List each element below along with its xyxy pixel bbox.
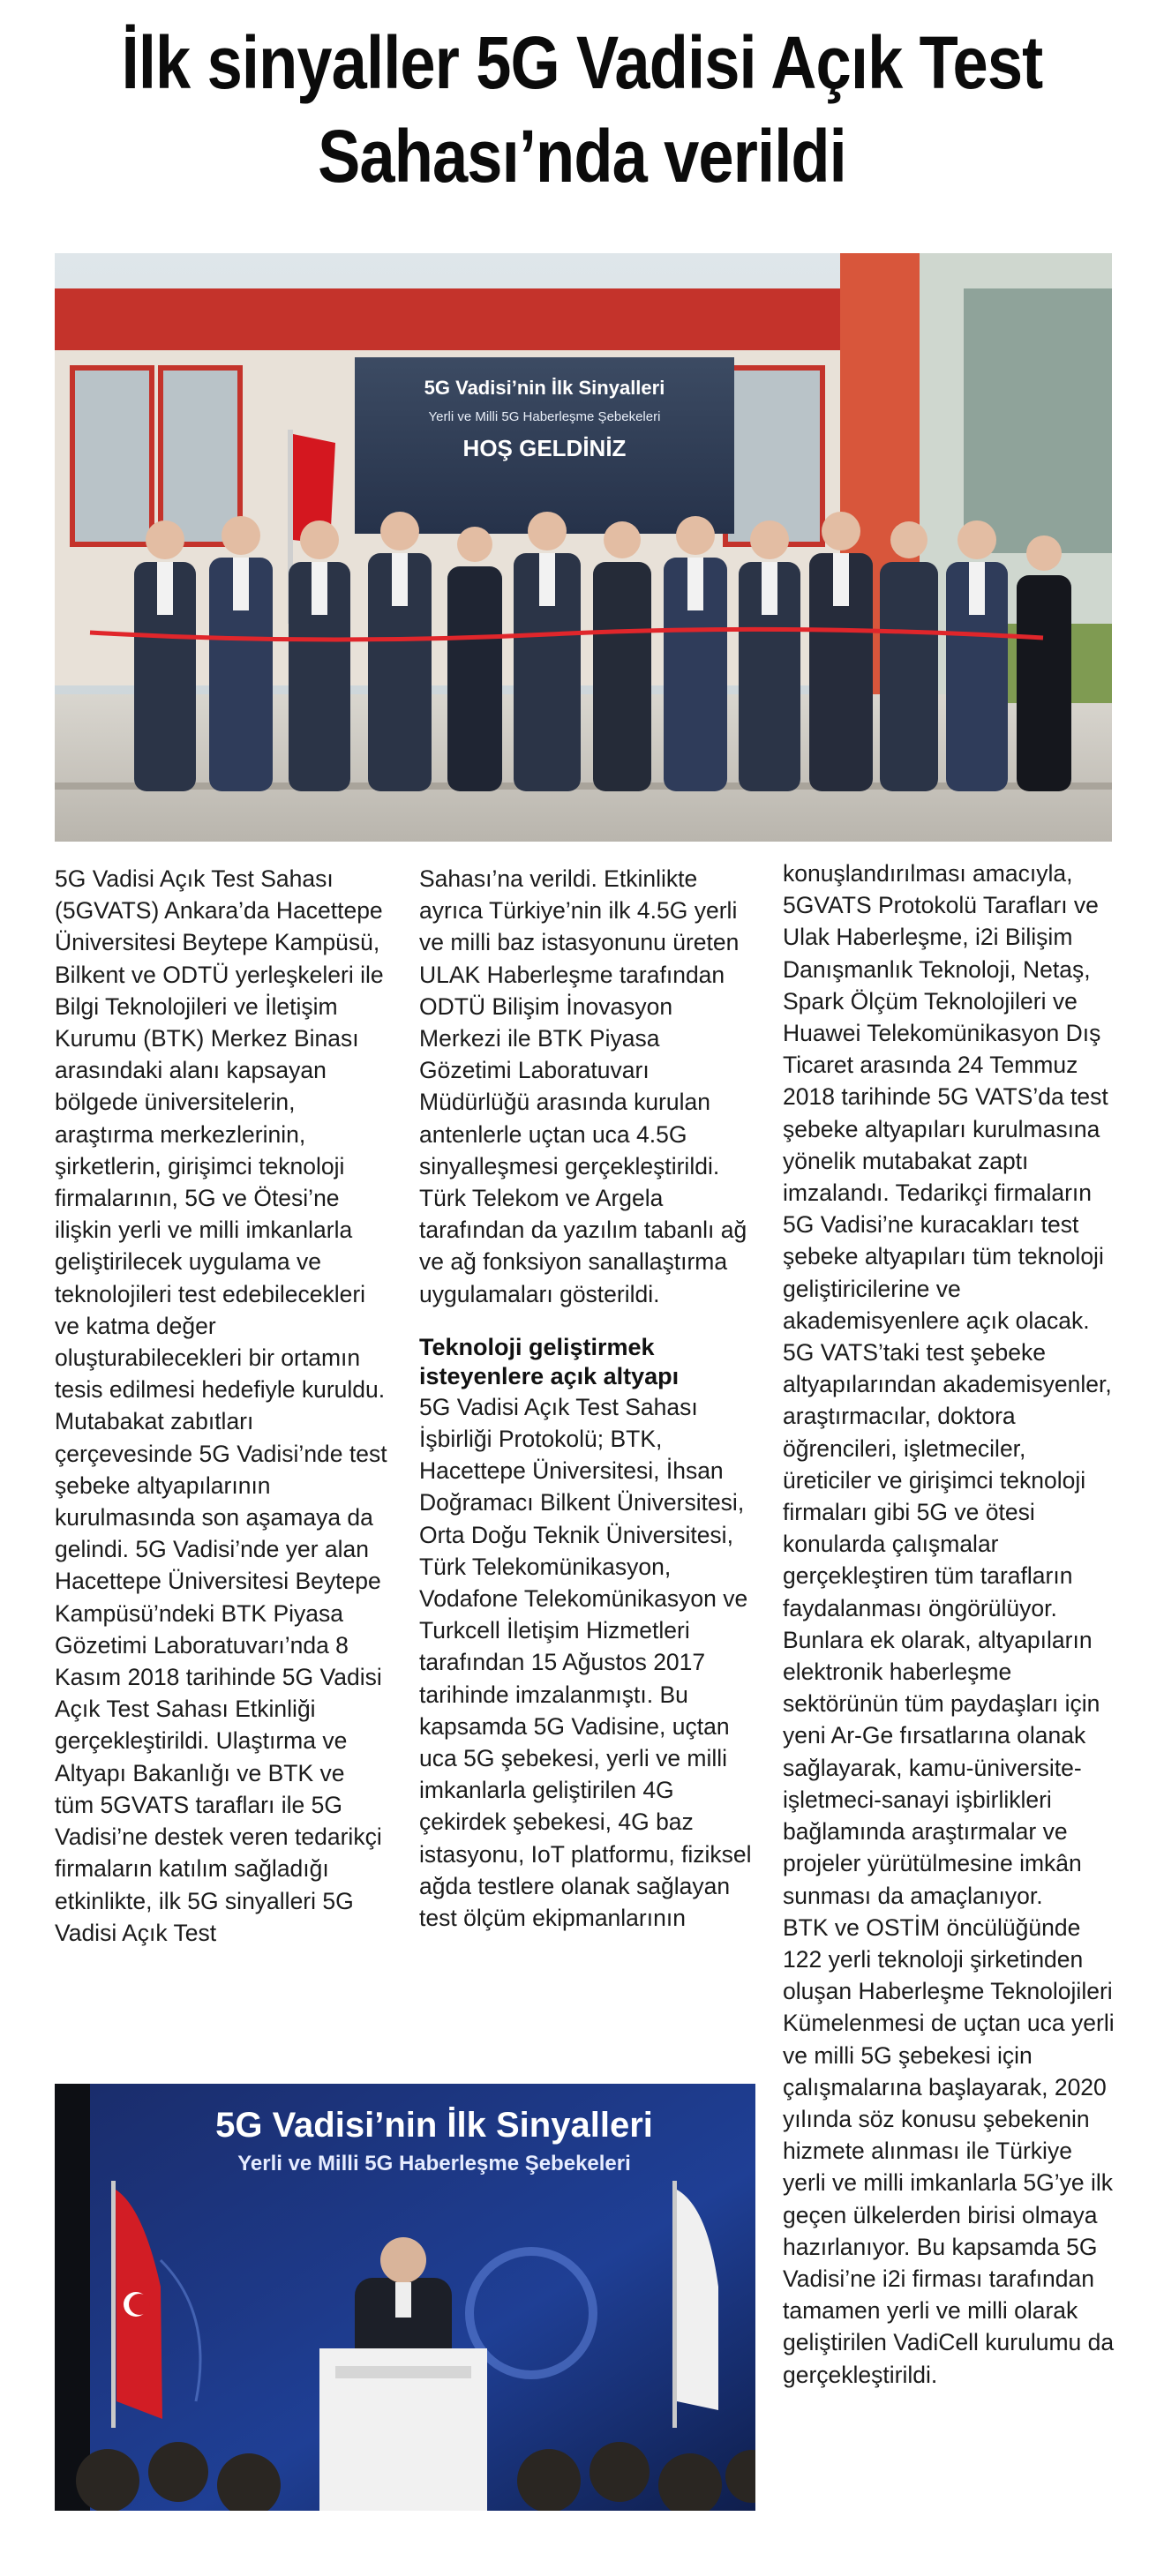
paragraph: Sahası’na verildi. Etkinlikte ayrıca Türkiye’nin ilk 4.5G yerli ve milli baz istasyonunu üreten ULAK Haberleşme tarafından ODTÜ Bilişim İnovasyon Merkezi ile BTK Piyasa Gözetimi Laboratuvarı Müdürlüğü arasında kurulan antenlerle uçtan uca 4.5G sinyalleşmesi gerçekleştirildi. Türk Telekom ve Argela tarafından da yazılım tabanlı ağ ve ağ fonksiyon sanallaştırma uygulamaları gösterildi.: [419, 865, 747, 1307]
paragraph: Mutabakat zabıtları çerçevesinde 5G Vadisi’nde test şebeke altyapılarının kurulmasında son aşamaya da gelindi. 5G Vadisi’nde yer alan Hacettepe Üniversitesi Beytepe Kampüsü’ndeki BTK Piyasa Gözetimi Laboratuvarı’nda 8 Kasım 2018 tarihinde 5G Vadisi Açık Test Sahası Etkinliği gerçekleştirildi. Ulaştırma ve Altyapı Bakanlığı ve BTK ve tüm 5GVATS tarafları ile 5G Vadisi’ne destek veren tedarikçi firmaların katılım sağladığı etkinlikte, ilk 5G sinyalleri 5G Vadisi Açık Test: [55, 1408, 387, 1946]
paragraph: 5G Vadisi Açık Test Sahası İşbirliği Protokolü; BTK, Hacettepe Üniversitesi, İhsan Doğramacı Bilkent Üniversitesi, Orta Doğu Teknik Üniversitesi, Türk Telekomünikasyon, Vodafone Telekomünikasyon ve Turkcell İletişim Hizmetleri tarafından 15 Ağustos 2017 tarihinde imzalanmıştı. Bu kapsamda 5G Vadisine, uçtan uca 5G şebekesi, yerli ve milli imkanlarla geliştirilen 4G çekirdek şebekesi, 4G baz istasyonu, IoT platformu, fiziksel ağda testlere olanak sağlayan test ölçüm ekipmanlarının: [419, 1393, 752, 1932]
article-column-1: [55, 863, 388, 1949]
article-column-2: [419, 863, 756, 1934]
article-column-3: [783, 857, 1120, 2391]
stage-title: 5G Vadisi’nin İlk Sinyalleri: [215, 2106, 653, 2145]
paragraph: konuşlandırılması amacıyla, 5GVATS Protokolü Tarafları ve Ulak Haberleşme, i2i Bilişim Danışmanlık Teknoloji, Netaş, Spark Ölçüm Teknolojileri ve Huawei Telekomünikasyon Dış Ticaret arasında 24 Temmuz 2018 tarihinde 5G VATS’da test şebeke altyapıları kurulmasına yönelik mutabakat zaptı imzalandı. Tedarikçi firmaların 5G Vadisi’ne kuracakları test şebeke altyapıları tüm teknoloji geliştiricilerine ve akademisyenlere açık olacak. 5G VATS’taki test şebeke altyapılarından akademisyenler, araştırmacılar, doktora öğrencileri, işletmeciler, üreticiler ve girişimci teknoloji firmaları gibi 5G ve ötesi konularda çalışmalar gerçekleştiren tüm tarafların faydalanması öngörülüyor. Bunlara ek olarak, altyapıların elektronik haberleşme sektörünün tüm paydaşları için yeni Ar-Ge fırsatlarına olanak sağlayarak, kamu-üniversite-işletmeci-sanayi işbirlikleri bağlamında araştırmalar ve projeler yürütülmesine imkân sunması da amaçlanıyor.: [783, 860, 1112, 1909]
speaker-photo: [55, 2084, 755, 2511]
subheading: Teknoloji geliştirmek isteyenlere açık altyapı: [419, 1333, 680, 1389]
banner-welcome: HOŞ GELDİNİZ: [462, 435, 627, 461]
stage-subtitle: Yerli ve Milli 5G Haberleşme Şebekeleri: [237, 2152, 631, 2175]
paragraph: BTK ve OSTİM öncülüğünde 122 yerli teknoloji şirketinden oluşan Haberleşme Teknolojileri Kümelenmesi de uçtan uca yerli ve milli 5G şebekesi için çalışmalarına başlayarak, 2020 yılında söz konusu şebekenin hizmete alınması ile Türkiye yerli ve milli imkanlarla 5G’ye ilk geçen ülkelerden birisi olmaya hazırlanıyor. Bu kapsamda 5G Vadisi’ne i2i firması tarafından tamamen yerli ve milli olarak geliştirilen VadiCell kurulumu da gerçekleştirildi.: [783, 1913, 1115, 2388]
headline-line-1: İlk sinyaller 5G Vadisi Açık Test: [121, 21, 1043, 104]
headline: [81, 16, 1082, 203]
headline-line-2: Sahası’nda verildi: [318, 115, 846, 198]
banner-subtitle: Yerli ve Milli 5G Haberleşme Şebekeleri: [428, 409, 661, 424]
banner-title: 5G Vadisi’nin İlk Sinyalleri: [424, 377, 665, 399]
ribbon-cutting-photo: [55, 253, 1112, 842]
paragraph: 5G Vadisi Açık Test Sahası (5GVATS) Ankara’da Hacettepe Üniversitesi Beytepe Kampüsü, Bilkent ve ODTÜ yerleşkeleri ile Bilgi Teknolojileri ve İletişim Kurumu (BTK) Merkez Binası arasındaki alanı kapsayan bölgede üniversitelerin, araştırma merkezlerinin, şirketlerin, girişimci teknoloji firmalarının, 5G ve Ötesi’ne ilişkin yerli ve milli imkanlarla geliştirilecek uygulama ve teknolojileri test edebilecekleri ve katma değer oluşturabilecekleri bir ortamın tesis edilmesi hedefiyle kuruldu.: [55, 865, 386, 1404]
